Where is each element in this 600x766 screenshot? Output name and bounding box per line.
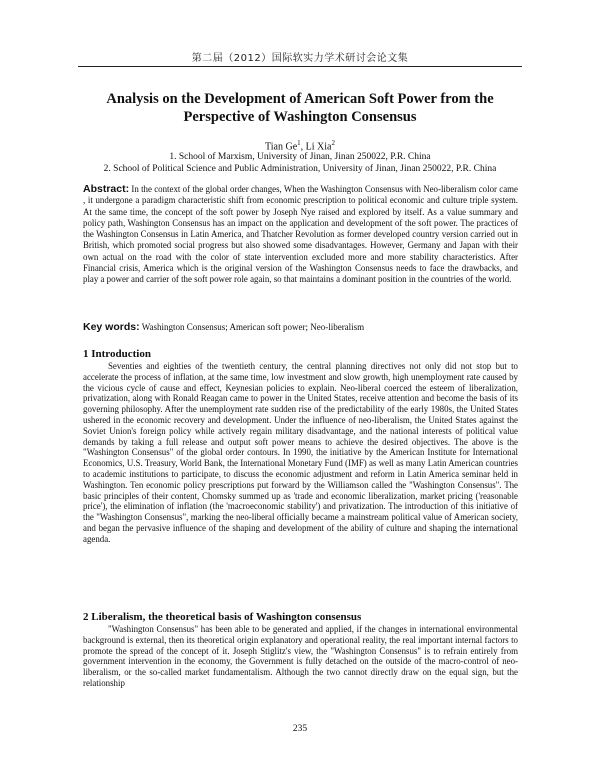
paper-title: Analysis on the Development of American Soft Power from the Perspective of Washington Consensus	[106, 91, 494, 125]
author-separator: ,	[300, 141, 306, 153]
author-affiliation-mark: 2	[331, 139, 335, 147]
affiliation: 1. School of Marxism, University of Jinan, Jinan 250022, P.R. China	[169, 152, 431, 162]
section-body: "Washington Consensus" has been able to be generated and applied, if the changes in international environmental background is external, then its theoretical origin explanatory and operational reality, the real important internal factors to promote the spread of the concept of it. Joseph Stiglitz's view, the "Washington Consensus" is to refrain entirely from government intervention in the economy, the Government is fully detached on the outside of the macro-control of neo-liberalism, or the so-called market fundamentalism. Although the two cannot directly draw on the equal sign, but the relationship	[83, 624, 518, 688]
author-name: Li Xia	[305, 141, 332, 153]
keywords-label: Key words:	[83, 321, 140, 333]
running-header: 第二届（2012）国际软实力学术研讨会论文集	[191, 53, 409, 64]
header-rule	[78, 66, 522, 67]
keywords-text: Washington Consensus; American soft power; Neo-liberalism	[139, 322, 365, 332]
section-body: Seventies and eighties of the twentieth century, the central planning directives not only did not stop but to accelerate the process of inflation, at the same time, low investment and slow growth, high unemployment rate caused by the vicious cycle of cause and effect, Keynesian policies to explain. Neo-liberal coerced the esteem of liberalization, privatization, along with Ronald Reagan came to power in the United States, receive attention and become the basis of its governing philosophy. After the unemployment rate sudden rise of the predictability of the early 1980s, the United States ushered in the economic recovery and development. Under the influence of neo-liberalism, the United States against the Soviet Union's foreign policy while actively regain military disadvantage, and the national interests of political value demands by taking a full release and output soft power means to achieve the desired objectives. The above is the "Washington Consensus" of the global order contours. In 1990, the initiative by the American Institute for International Economics, U.S. Treasury, World Bank, the International Monetary Fund (IMF) as well as many Latin American countries to academic institutions to participate, to discuss the economic adjustment and reform in Latin America seminar held in Washington. Ten economic policy prescriptions put forward by the Williamson called the "Washington Consensus". The basic principles of their content, Chomsky summed up as 'trade and economic liberalization, market pricing ('reasonable price'), the elimination of inflation (the 'macroeconomic stability') and privatization. The introduction of this initiative of the "Washington Consensus", marking the neo-liberal officially became a mainstream political value of American society, and began the pervasive influence of the shaping and development of the ability of culture and shaping the international agenda.	[83, 361, 518, 544]
author-affiliation-mark: 1	[297, 139, 301, 147]
author-name: Tian Ge	[265, 141, 298, 153]
section-heading: 1 Introduction	[83, 348, 151, 360]
section-heading: 2 Liberalism, the theoretical basis of Washington consensus	[83, 611, 362, 623]
page-number: 235	[292, 724, 308, 734]
affiliation: 2. School of Political Science and Public Administration, University of Jinan, Jinan 250022, P.R. China	[103, 164, 497, 174]
abstract-text: In the context of the global order changes, When the Washington Consensus with Neo-liberalism color came , it undergone a paradigm characteristic shift from economic prescription to political economic and culture triple system. At the same time, the concept of the soft power by Joseph Nye raised and explored by itself. As a value summary and policy path, Washington Consensus has an impact on the application and development of the soft power. The practices of the Washington Consensus in Latin America, and Thatcher Revolution as former developed country version carried out in British, which promoted social progress but also showed some disadvantages. However, Germany and Japan with their own actual on the road with the color of state intervention excluded more and more stability characteristics. After Financial crisis, America which is the original version of the Washington Consensus needs to face the drawbacks, and play a power and carrier of the soft power role again, so that maintains a dominant position in the countries of the world.	[83, 184, 518, 285]
abstract-label: Abstract:	[83, 183, 130, 195]
abstract	[83, 184, 518, 286]
keywords	[83, 321, 518, 333]
